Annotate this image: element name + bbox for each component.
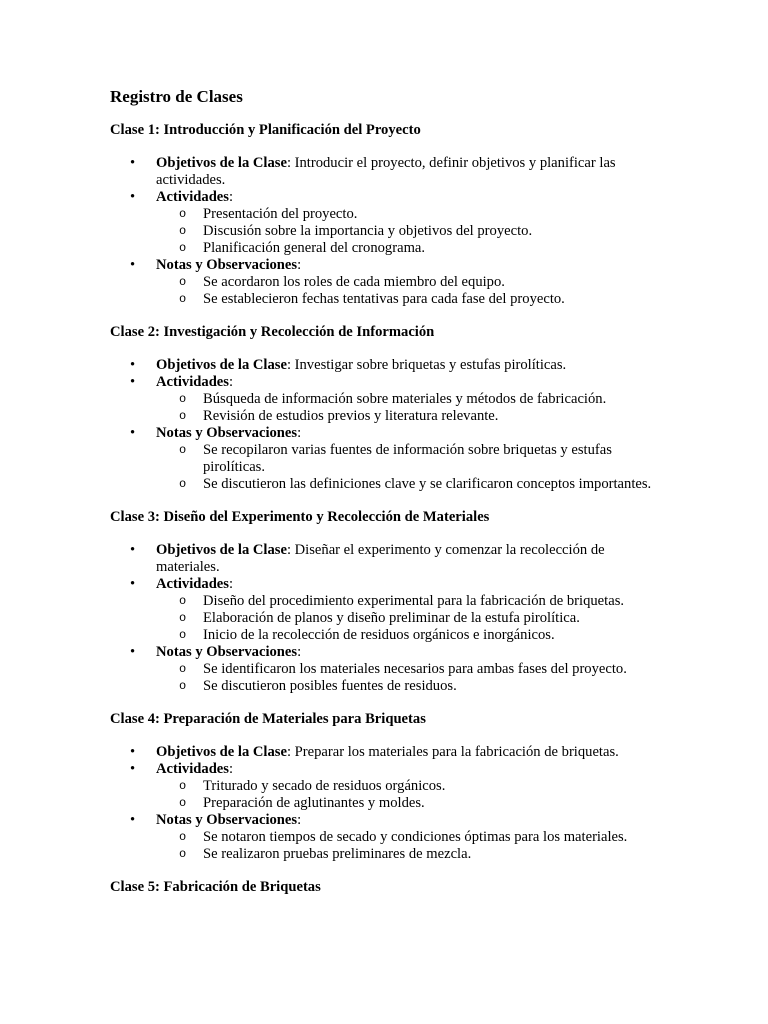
class-section-1 xyxy=(110,122,658,308)
activity-item: o Presentación del proyecto. xyxy=(156,206,658,223)
activities-item-label: Actividades xyxy=(156,374,229,390)
activities-item xyxy=(110,374,658,425)
colon: : xyxy=(228,761,234,777)
activities-item-label: Actividades xyxy=(156,189,229,205)
objective-text: Preparar los materiales para la fabricación de briquetas. xyxy=(294,744,619,760)
separator: : xyxy=(286,155,295,171)
separator: : xyxy=(286,542,295,558)
colon: : xyxy=(228,374,234,390)
class-bullets xyxy=(110,155,658,308)
notes-item xyxy=(110,644,658,695)
class-section-3 xyxy=(110,509,658,695)
activity-list xyxy=(156,778,658,812)
class-heading: Clase 4: Preparación de Materiales para Briquetas xyxy=(110,711,426,727)
note-item: o Se realizaron pruebas preliminares de mezcla. xyxy=(156,846,658,863)
objectives-item-label: Objetivos de la Clase xyxy=(156,155,287,171)
activity-item: o Inicio de la recolección de residuos orgánicos e inorgánicos. xyxy=(156,627,658,644)
notes-item-label: Notas y Observaciones xyxy=(156,812,298,828)
activities-item-label: Actividades xyxy=(156,761,229,777)
colon: : xyxy=(297,425,302,441)
class-section-2 xyxy=(110,324,658,493)
note-list xyxy=(156,661,658,695)
separator: : xyxy=(286,357,295,373)
objective-text: Introducir el proyecto, definir objetivos y planificar las actividades. xyxy=(156,155,616,188)
notes-item xyxy=(110,812,658,863)
class-heading: Clase 5: Fabricación de Briquetas xyxy=(110,879,321,895)
objectives-item xyxy=(110,542,658,576)
class-heading: Clase 3: Diseño del Experimento y Recolección de Materiales xyxy=(110,509,490,525)
colon: : xyxy=(297,257,302,273)
colon: : xyxy=(228,576,234,592)
notes-item xyxy=(110,257,658,308)
note-item: o Se discutieron posibles fuentes de residuos. xyxy=(156,678,658,695)
objectives-item-label: Objetivos de la Clase xyxy=(156,542,287,558)
note-list xyxy=(156,442,658,493)
activities-item xyxy=(110,189,658,257)
notes-item-label: Notas y Observaciones xyxy=(156,257,298,273)
activity-item: o Elaboración de planos y diseño preliminar de la estufa pirolítica. xyxy=(156,610,658,627)
class-list xyxy=(110,122,658,912)
document-title: Registro de Clases xyxy=(110,87,243,106)
note-item: o Se identificaron los materiales necesarios para ambas fases del proyecto. xyxy=(156,661,658,678)
colon: : xyxy=(297,812,302,828)
class-bullets xyxy=(110,357,658,493)
note-list xyxy=(156,274,658,308)
colon: : xyxy=(228,189,234,205)
class-bullets xyxy=(110,744,658,863)
note-item: o Se recopilaron varias fuentes de información sobre briquetas y estufas pirolíticas. xyxy=(156,442,658,476)
activity-item: o Discusión sobre la importancia y objetivos del proyecto. xyxy=(156,223,658,240)
activity-item: o Preparación de aglutinantes y moldes. xyxy=(156,795,658,812)
note-list xyxy=(156,829,658,863)
class-section-5 xyxy=(110,879,658,896)
separator: : xyxy=(286,744,295,760)
note-item: o Se acordaron los roles de cada miembro del equipo. xyxy=(156,274,658,291)
activities-item-label: Actividades xyxy=(156,576,229,592)
activity-item: o Triturado y secado de residuos orgánicos. xyxy=(156,778,658,795)
objectives-item xyxy=(110,744,658,761)
class-heading: Clase 1: Introducción y Planificación del Proyecto xyxy=(110,122,421,138)
activity-list xyxy=(156,206,658,257)
activity-item: o Diseño del procedimiento experimental para la fabricación de briquetas. xyxy=(156,593,658,610)
class-heading: Clase 2: Investigación y Recolección de Información xyxy=(110,324,435,340)
class-bullets xyxy=(110,542,658,695)
activity-item: o Revisión de estudios previos y literatura relevante. xyxy=(156,408,658,425)
note-item: o Se discutieron las definiciones clave y se clarificaron conceptos importantes. xyxy=(156,476,658,493)
class-section-4 xyxy=(110,711,658,863)
activity-item: o Búsqueda de información sobre materiales y métodos de fabricación. xyxy=(156,391,658,408)
activity-item: o Planificación general del cronograma. xyxy=(156,240,658,257)
activities-item xyxy=(110,761,658,812)
objective-text: Investigar sobre briquetas y estufas pirolíticas. xyxy=(294,357,567,373)
objectives-item xyxy=(110,357,658,374)
objectives-item-label: Objetivos de la Clase xyxy=(156,744,287,760)
note-item: o Se establecieron fechas tentativas para cada fase del proyecto. xyxy=(156,291,658,308)
activity-list xyxy=(156,391,658,425)
notes-item-label: Notas y Observaciones xyxy=(156,425,298,441)
note-item: o Se notaron tiempos de secado y condiciones óptimas para los materiales. xyxy=(156,829,658,846)
objective-text: Diseñar el experimento y comenzar la recolección de materiales. xyxy=(156,542,605,575)
objectives-item-label: Objetivos de la Clase xyxy=(156,357,287,373)
notes-item-label: Notas y Observaciones xyxy=(156,644,298,660)
colon: : xyxy=(297,644,302,660)
objectives-item xyxy=(110,155,658,189)
activities-item xyxy=(110,576,658,644)
notes-item xyxy=(110,425,658,493)
activity-list xyxy=(156,593,658,644)
